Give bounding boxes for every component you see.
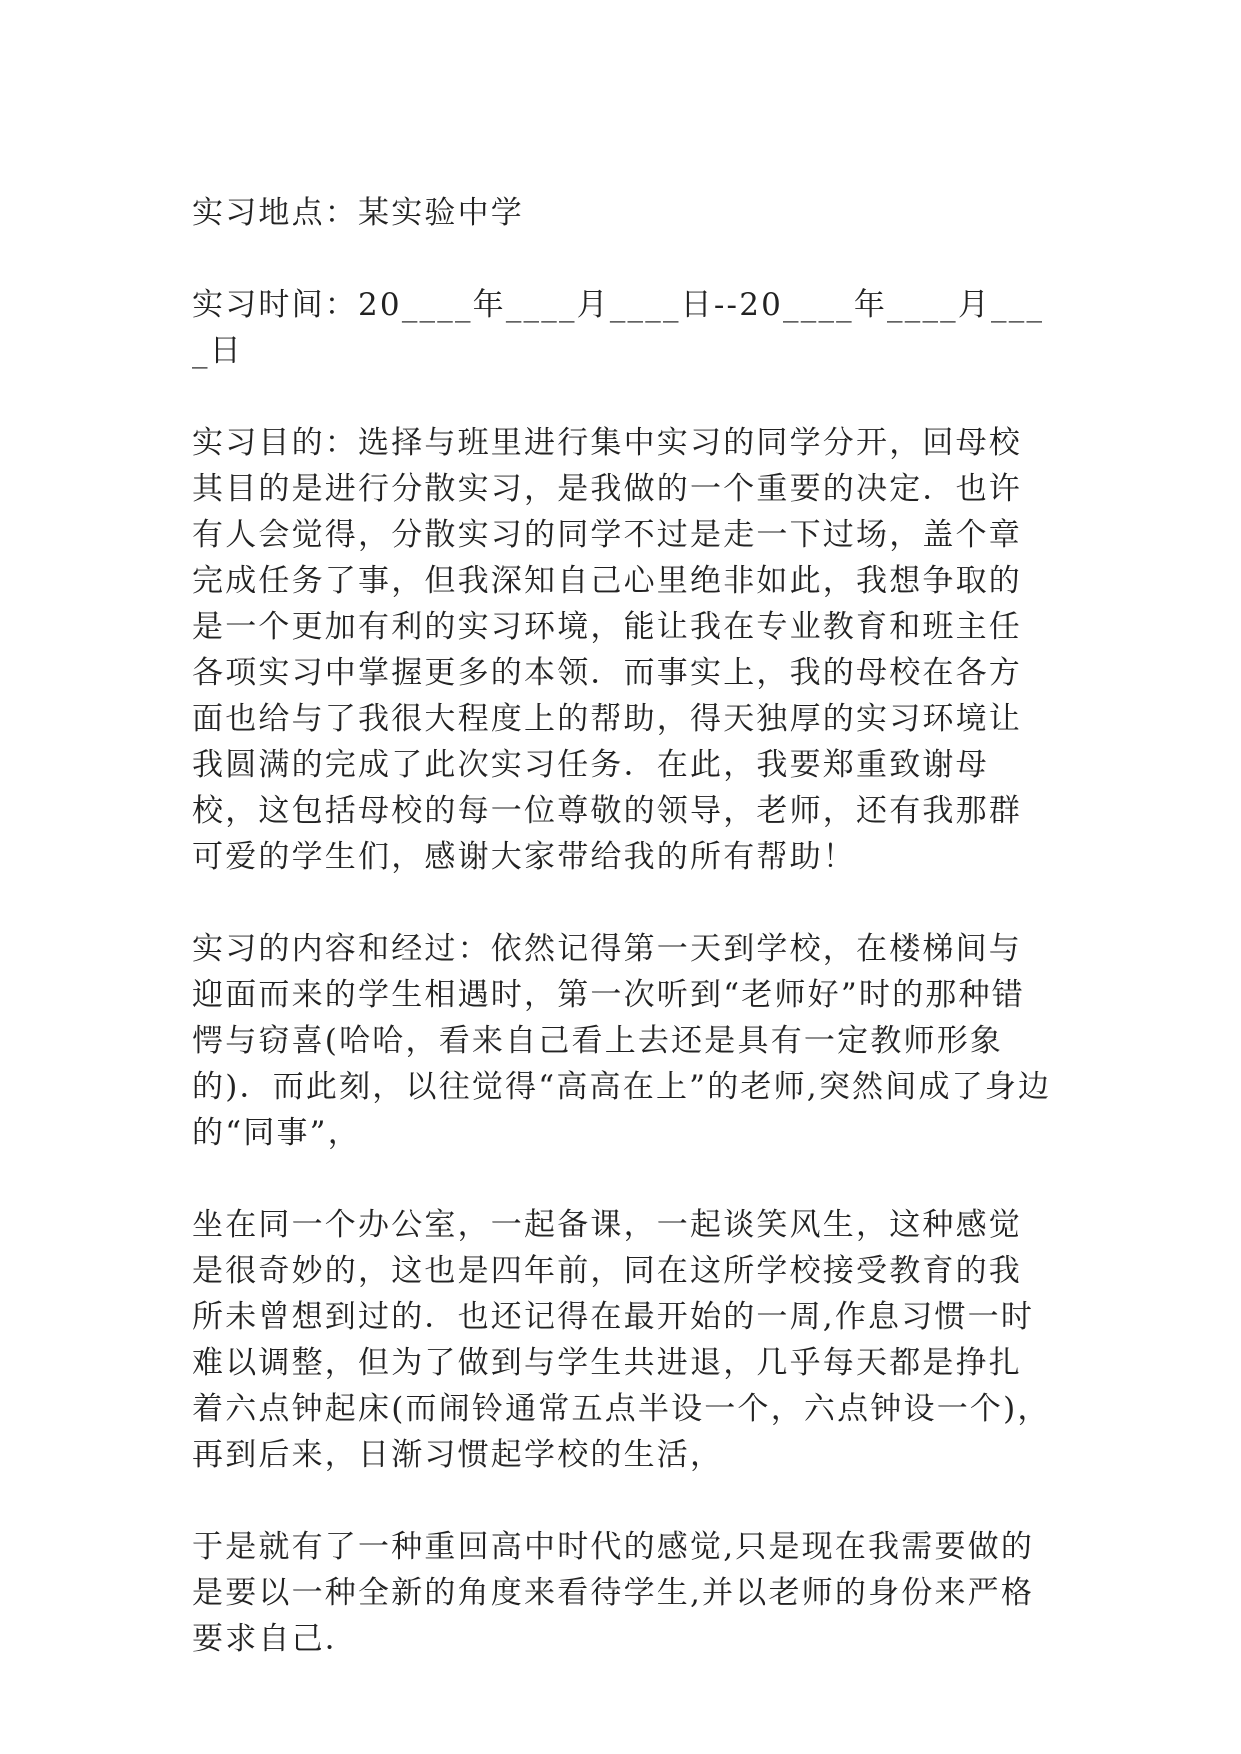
internship-time: 实习时间：20____年____月____日--20____年____月____日 [192, 287, 1045, 369]
feeling-paragraph: 于是就有了一种重回高中时代的感觉,只是现在我需要做的是要以一种全新的角度来看待学生,并以老师的身份来严格要求自己． [192, 1529, 1035, 1657]
internship-purpose: 实习目的：选择与班里进行集中实习的同学分开，回母校其目的是进行分散实习，是我做的一个重要的决定．也许有人会觉得，分散实习的同学不过是走一下过场，盖个章完成任务了事，但我深知自己心里绝非如此，我想争取的是一个更加有利的实习环境，能让我在专业教育和班主任各项实习中掌握更多的本领．而事实上，我的母校在各方面也给与了我很大程度上的帮助，得天独厚的实习环境让我圆满的完成了此次实习任务．在此，我要郑重致谢母校，这包括母校的每一位尊敬的领导，老师，还有我那群可爱的学生们，感谢大家带给我的所有帮助！ [192, 425, 1022, 875]
internship-content-process: 实习的内容和经过：依然记得第一天到学校，在楼梯间与迎面而来的学生相遇时，第一次听到“老师好”时的那种错愕与窃喜(哈哈，看来自己看上去还是具有一定教师形象的)．而此刻，以往觉得“高高在上”的老师,突然间成了身边的“同事”， [192, 931, 1052, 1151]
office-paragraph: 坐在同一个办公室，一起备课，一起谈笑风生，这种感觉是很奇妙的，这也是四年前，同在这所学校接受教育的我所未曾想到过的．也还记得在最开始的一周,作息习惯一时难以调整，但为了做到与学生共进退，几乎每天都是挣扎着六点钟起床(而闹铃通常五点半设一个，六点钟设一个)，再到后来，日渐习惯起学校的生活， [192, 1207, 1051, 1473]
internship-location: 实习地点：某实验中学 [192, 195, 524, 231]
document-body [192, 190, 1052, 1708]
